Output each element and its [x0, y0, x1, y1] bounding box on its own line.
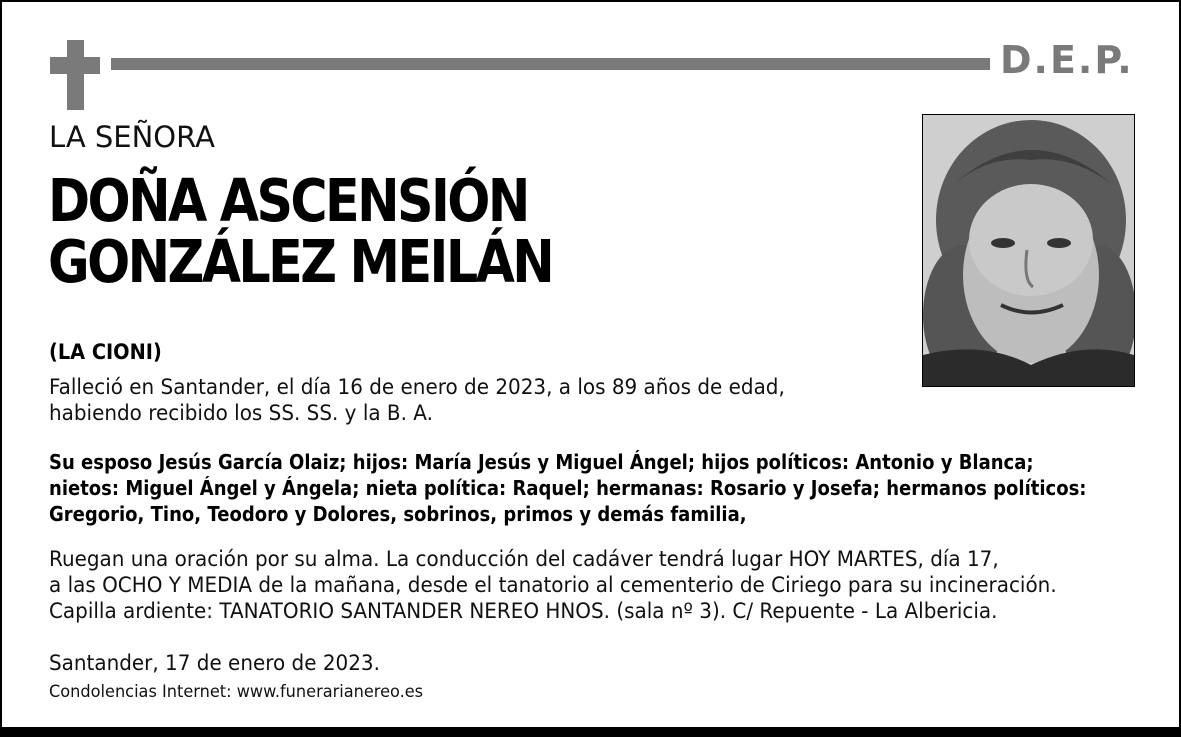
death-details — [49, 374, 785, 426]
cross-icon — [67, 40, 84, 110]
portrait-photo — [922, 114, 1135, 387]
cross-icon-bar — [50, 57, 100, 74]
condolences-link[interactable]: Condolencias Internet: www.funerarianereo.es — [49, 682, 424, 702]
name-line-2: GONZÁLEZ MEILÁN — [48, 227, 553, 296]
family-line-3: Gregorio, Tino, Teodoro y Dolores, sobrinos, primos y demás familia, — [49, 502, 747, 526]
family-line-2: nietos: Miguel Ángel y Ángela; nieta política: Raquel; hermanas: Rosario y Josefa; hermanos políticos: — [49, 476, 1087, 500]
ceremony-details — [49, 546, 1057, 624]
death-line-2: habiendo recibido los SS. SS. y la B. A. — [49, 401, 433, 425]
family-list — [49, 449, 1093, 527]
dep-label: D.E.P. — [1000, 38, 1134, 82]
death-line-1: Falleció en Santander, el día 16 de enero de 2023, a los 89 años de edad, — [49, 375, 785, 399]
place-date: Santander, 17 de enero de 2023. — [49, 651, 380, 675]
name-line-1: DOÑA ASCENSIÓN — [48, 166, 528, 235]
portrait-photo-icon — [923, 115, 1134, 386]
family-line-1: Su esposo Jesús García Olaiz; hijos: María Jesús y Miguel Ángel; hijos políticos: Antonio y Blanca; — [49, 450, 1034, 474]
header-rule — [111, 58, 990, 70]
deceased-name — [48, 166, 553, 296]
nickname: (LA CIONI) — [49, 340, 162, 364]
intro-label: LA SEÑORA — [49, 120, 215, 154]
ceremony-line-2: a las OCHO Y MEDIA de la mañana, desde el tanatorio al cementerio de Ciriego para su incineración. — [49, 573, 1057, 597]
ceremony-line-3: Capilla ardiente: TANATORIO SANTANDER NEREO HNOS. (sala nº 3). C/ Repuente - La Albericia. — [49, 599, 998, 623]
ceremony-line-1: Ruegan una oración por su alma. La conducción del cadáver tendrá lugar HOY MARTES, día 17, — [49, 547, 999, 571]
